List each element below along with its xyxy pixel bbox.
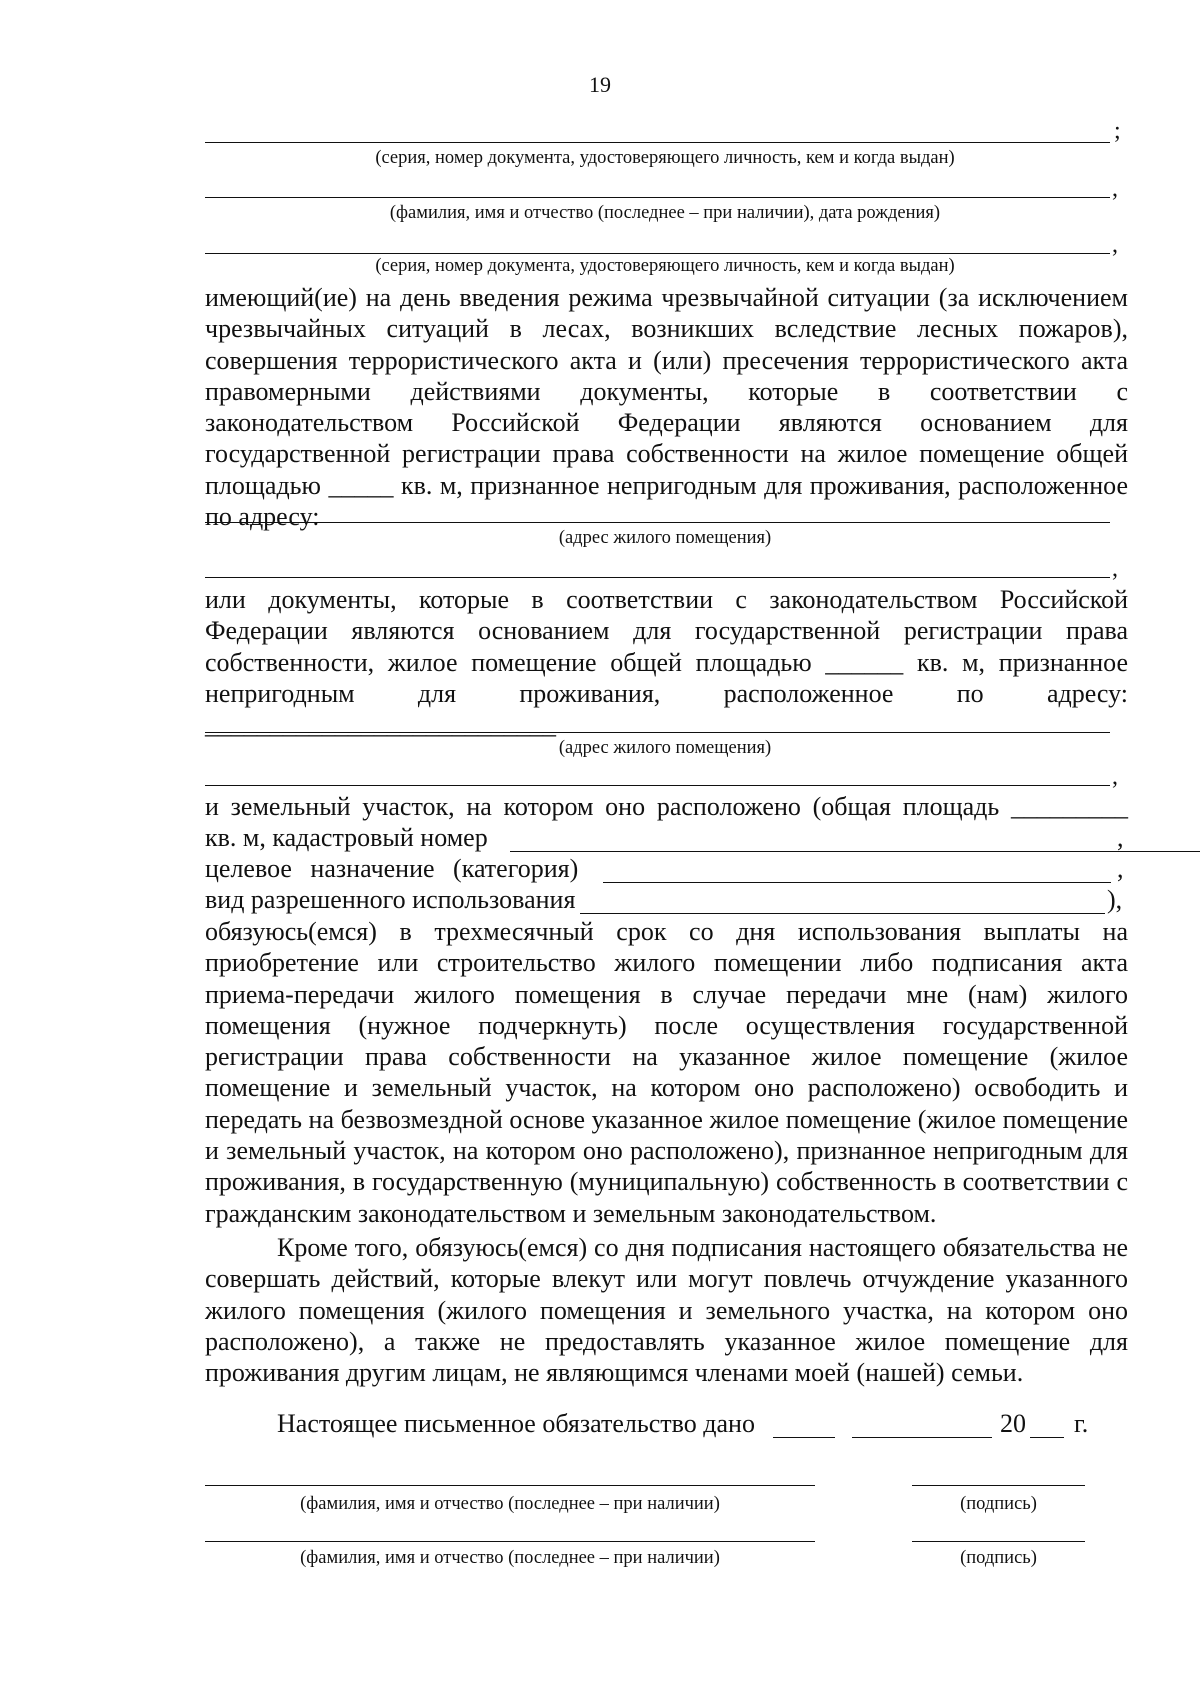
- paragraph-obligation: [205, 916, 1128, 1229]
- caption-address-2: (адрес жилого помещения): [558, 738, 772, 758]
- day-field[interactable]: [773, 1413, 835, 1438]
- fio-sign-line-1[interactable]: [205, 1485, 815, 1486]
- comma-mark: ,: [1112, 176, 1118, 202]
- comma-mark: ,: [1112, 556, 1118, 582]
- given-statement: Настоящее письменное обязательство дано: [277, 1409, 755, 1438]
- caption-address-1: (адрес жилого помещения): [558, 528, 772, 548]
- permitted-use-label: вид разрешенного использования: [205, 885, 576, 914]
- paragraph-1: [205, 282, 1128, 532]
- address-fill-line-3[interactable]: [205, 732, 1110, 733]
- caption-fio-2: (фамилия, имя и отчество (последнее – при наличии): [300, 1548, 720, 1568]
- caption-signature-1: (подпись): [960, 1494, 1037, 1514]
- address-fill-line-1[interactable]: [205, 522, 1110, 523]
- year-prefix: 20: [1000, 1409, 1026, 1438]
- cadastral-number-field[interactable]: [510, 827, 1200, 852]
- signature-line-2[interactable]: [912, 1541, 1085, 1542]
- paragraph-1-text: имеющий(ие) на день введения режима чрезвычайной ситуации (за исключением чрезвычайных ситуаций в лесах, возникших вследствие лесных пожаров), совершения террористического акта и (или) пресечения террористического акта правомерными действиями документы, которые в соответствии с законодательством Российской Федерации являются основанием для государственной регистрации права собственности на жилое помещение общей площадью _____ кв. м, признанное непригодным для проживания, расположенное по адресу:: [205, 283, 1128, 532]
- land-plot-row: [205, 792, 1128, 823]
- paragraph-2-text: или документы, которые в соответствии с законодательством Российской Федерации являются основанием для государственной регистрации права собственности, жилое помещение общей площадью ______ кв. м, признанное непригодным для проживания, расположенное по адресу: ___________________________: [205, 585, 1128, 740]
- paragraph-obligation-text: обязуюсь(емся) в трехмесячный срок со дня использования выплаты на приобретение или строительство жилого помещении либо подписания акта приема-передачи жилого помещения в случае передачи мне (нам) жилого помещения (нужное подчеркнуть) после осуществления государственной регистрации права собственности на указанное жилое помещение (жилое помещение и земельный участок, на котором оно расположено) освободить и передать на безвозмездной основе указанное жилое помещение (жилое помещение и земельный участок, на котором оно расположено), признанное непригодным для проживания, в государственную (муниципальную) собственность в соответствии с гражданским законодательством и земельным законодательством.: [205, 917, 1128, 1228]
- fio-birth-fill-line[interactable]: [205, 197, 1110, 198]
- year-field[interactable]: [1030, 1413, 1064, 1438]
- doc-series-fill-line-1[interactable]: [205, 142, 1110, 143]
- comma-mark: ,: [1112, 764, 1118, 790]
- comma-mark: ,: [1112, 232, 1118, 258]
- cadastral-row: [205, 823, 1128, 854]
- permitted-use-field[interactable]: [580, 889, 1105, 914]
- month-field[interactable]: [852, 1413, 992, 1438]
- address-fill-line-4[interactable]: [205, 785, 1110, 786]
- category-field[interactable]: [603, 858, 1111, 883]
- doc-series-fill-line-2[interactable]: [205, 253, 1110, 254]
- year-suffix: г.: [1074, 1409, 1089, 1438]
- caption-signature-2: (подпись): [960, 1548, 1037, 1568]
- comma-mark: ,: [1117, 823, 1124, 852]
- caption-doc-series-2: (серия, номер документа, удостоверяющего личность, кем и когда выдан): [375, 256, 955, 276]
- paragraph-2: [205, 584, 1128, 740]
- paragraph-additional-text: Кроме того, обязуюсь(емся) со дня подписания настоящего обязательства не совершать действий, которые влекут или могут повлечь отчуждение указанного жилого помещения (жилого помещения и земельного участка, на котором оно расположено), а также не предоставлять указанное жилое помещение для проживания другим лицам, не являющимся членами моей (нашей) семьи.: [205, 1233, 1128, 1388]
- category-label: целевое назначение (категория): [205, 854, 579, 883]
- land-plot-text: и земельный участок, на котором оно расположено (общая площадь _________: [205, 792, 1128, 821]
- semicolon-mark: ;: [1114, 118, 1121, 144]
- permitted-use-row: [205, 885, 1128, 916]
- caption-doc-series-1: (серия, номер документа, удостоверяющего личность, кем и когда выдан): [375, 148, 955, 168]
- comma-mark: ,: [1117, 854, 1124, 883]
- page-number: 19: [589, 72, 611, 97]
- close-paren-comma-mark: ),: [1107, 885, 1123, 914]
- caption-fio-birth: (фамилия, имя и отчество (последнее – при наличии), дата рождения): [389, 203, 941, 223]
- signature-line-1[interactable]: [912, 1485, 1085, 1486]
- paragraph-additional: [205, 1232, 1128, 1388]
- category-row: [205, 854, 1128, 885]
- fio-sign-line-2[interactable]: [205, 1541, 815, 1542]
- address-fill-line-2[interactable]: [205, 577, 1110, 578]
- caption-fio-1: (фамилия, имя и отчество (последнее – при наличии): [300, 1494, 720, 1514]
- cadastral-label: кв. м, кадастровый номер: [205, 823, 488, 852]
